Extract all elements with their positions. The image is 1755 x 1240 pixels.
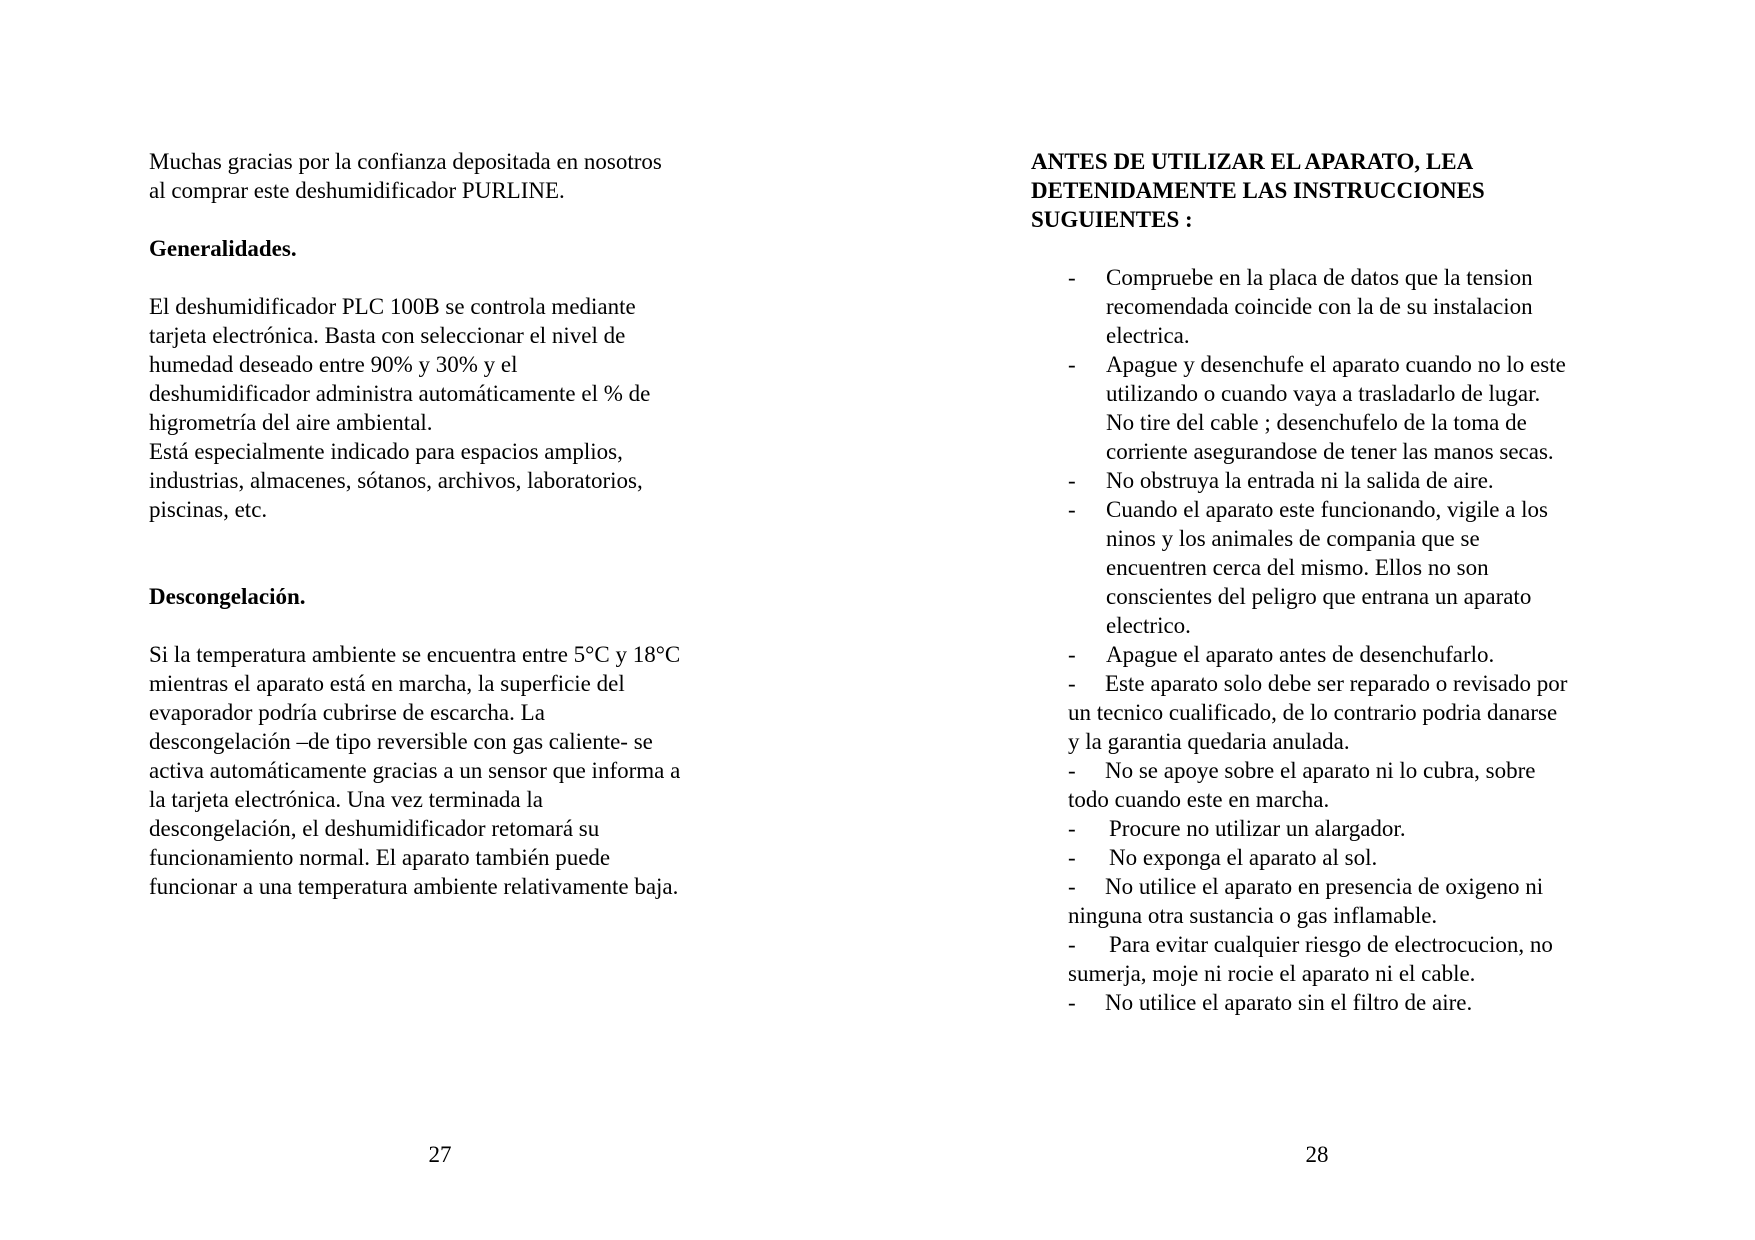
paragraph-line: la tarjeta electrónica. Una vez terminada la — [149, 787, 543, 812]
instruction-line — [1031, 321, 1631, 350]
instruction-text: conscientes del peligro que entrana un aparato — [1106, 584, 1532, 609]
page-27 — [0, 0, 877, 1240]
instruction-text: No exponga el aparato al sol. — [1109, 845, 1378, 870]
instruction-text: No obstruya la entrada ni la salida de aire. — [1106, 468, 1494, 493]
instruction-text: un tecnico cualificado, de lo contrario podria danarse — [1068, 700, 1558, 725]
instruction-text: Compruebe en la placa de datos que la tension — [1106, 265, 1533, 290]
dash-bullet: - — [1068, 468, 1076, 493]
paragraph-line: deshumidificador administra automáticamente el % de — [149, 381, 651, 406]
instruction-text: corriente asegurandose de tener las manos secas. — [1106, 439, 1554, 464]
paragraph-line: tarjeta electrónica. Basta con seleccionar el nivel de — [149, 323, 626, 348]
paragraph-line: humedad deseado entre 90% y 30% y el — [149, 352, 518, 377]
instruction-line — [1031, 466, 1631, 495]
instruction-item — [1031, 495, 1631, 640]
instruction-item — [1031, 872, 1631, 930]
instruction-text: Para evitar cualquier riesgo de electrocucion, no — [1109, 932, 1553, 957]
instruction-line — [1031, 524, 1631, 553]
instruction-text: Procure no utilizar un alargador. — [1109, 816, 1406, 841]
heading-line: ANTES DE UTILIZAR EL APARATO, LEA — [1031, 149, 1474, 174]
instruction-line — [1031, 408, 1631, 437]
instruction-line — [1031, 640, 1631, 669]
instruction-line — [1031, 292, 1631, 321]
instruction-item — [1031, 930, 1631, 988]
instruction-line — [1031, 843, 1631, 872]
dash-bullet: - — [1068, 845, 1076, 870]
paragraph-line: descongelación –de tipo reversible con gas caliente- se — [149, 729, 653, 754]
left-page-content — [149, 147, 749, 901]
intro-paragraph — [149, 147, 749, 205]
instruction-text: ninos y los animales de compania que se — [1106, 526, 1480, 551]
paragraph-line: El deshumidificador PLC 100B se controla mediante — [149, 294, 636, 319]
instruction-text: No tire del cable ; desenchufelo de la toma de — [1106, 410, 1527, 435]
paragraph-line: evaporador podría cubrirse de escarcha. La — [149, 700, 545, 725]
instruction-line — [1031, 901, 1631, 930]
instruction-line — [1031, 350, 1631, 379]
dash-bullet: - — [1068, 990, 1076, 1015]
instruction-line — [1031, 959, 1631, 988]
right-page-content — [1031, 147, 1631, 1017]
instruction-line — [1031, 814, 1631, 843]
instruction-item — [1031, 814, 1631, 843]
instruction-line — [1031, 930, 1631, 959]
instruction-item — [1031, 669, 1631, 756]
section-heading-descongelacion: Descongelación. — [149, 584, 306, 609]
instruction-text: No utilice el aparato en presencia de oxigeno ni — [1105, 874, 1544, 899]
instruction-item — [1031, 466, 1631, 495]
paragraph-line: funcionamiento normal. El aparato también puede — [149, 845, 611, 870]
dash-bullet: - — [1068, 497, 1076, 522]
instruction-item — [1031, 988, 1631, 1017]
dash-bullet: - — [1068, 352, 1076, 377]
instruction-text: ninguna otra sustancia o gas inflamable. — [1068, 903, 1438, 928]
instruction-text: Apague el aparato antes de desenchufarlo. — [1106, 642, 1495, 667]
instruction-line — [1031, 611, 1631, 640]
section-heading-generalidades: Generalidades. — [149, 236, 297, 261]
instruction-line — [1031, 582, 1631, 611]
paragraph-line: descongelación, el deshumidificador retomará su — [149, 816, 600, 841]
paragraph-line: funcionar a una temperatura ambiente relativamente baja. — [149, 874, 679, 899]
instruction-line — [1031, 785, 1631, 814]
instruction-line — [1031, 698, 1631, 727]
instruction-text: todo cuando este en marcha. — [1068, 787, 1330, 812]
intro-line: Muchas gracias por la confianza depositada en nosotros — [149, 149, 662, 174]
paragraph-line: Está especialmente indicado para espacios amplios, — [149, 439, 623, 464]
instruction-text: Este aparato solo debe ser reparado o revisado por — [1105, 671, 1568, 696]
generalidades-paragraph — [149, 292, 749, 524]
instruction-line — [1031, 669, 1631, 698]
dash-bullet: - — [1068, 932, 1076, 957]
heading-line: DETENIDAMENTE LAS INSTRUCCIONES — [1031, 178, 1485, 203]
descongelacion-paragraph — [149, 640, 749, 901]
page-28 — [877, 0, 1755, 1240]
instruction-item — [1031, 640, 1631, 669]
instruction-text: sumerja, moje ni rocie el aparato ni el cable. — [1068, 961, 1476, 986]
instruction-line — [1031, 263, 1631, 292]
intro-line: al comprar este deshumidificador PURLINE. — [149, 178, 565, 203]
instruction-text: No utilice el aparato sin el filtro de aire. — [1105, 990, 1473, 1015]
page-number: 28 — [1305, 1142, 1329, 1167]
instruction-item — [1031, 843, 1631, 872]
instruction-text: recomendada coincide con la de su instalacion — [1106, 294, 1533, 319]
paragraph-line: mientras el aparato está en marcha, la superficie del — [149, 671, 625, 696]
instruction-line — [1031, 437, 1631, 466]
dash-bullet: - — [1068, 642, 1076, 667]
instruction-item — [1031, 756, 1631, 814]
instruction-list — [1031, 263, 1631, 1017]
dash-bullet: - — [1068, 671, 1076, 696]
heading-line: SUGUIENTES : — [1031, 207, 1193, 232]
instruction-text: encuentren cerca del mismo. Ellos no son — [1106, 555, 1489, 580]
instruction-line — [1031, 988, 1631, 1017]
instruction-line — [1031, 495, 1631, 524]
dash-bullet: - — [1068, 758, 1076, 783]
paragraph-line: higrometría del aire ambiental. — [149, 410, 433, 435]
instruction-text: No se apoye sobre el aparato ni lo cubra, sobre — [1105, 758, 1536, 783]
paragraph-line: Si la temperatura ambiente se encuentra entre 5°C y 18°C — [149, 642, 681, 667]
instruction-line — [1031, 756, 1631, 785]
instruction-text: y la garantia quedaria anulada. — [1068, 729, 1350, 754]
instruction-line — [1031, 553, 1631, 582]
paragraph-line: industrias, almacenes, sótanos, archivos, laboratorios, — [149, 468, 643, 493]
instruction-item — [1031, 350, 1631, 466]
instruction-text: electrico. — [1106, 613, 1191, 638]
instructions-heading — [1031, 147, 1631, 234]
instruction-text: Cuando el aparato este funcionando, vigile a los — [1106, 497, 1548, 522]
instruction-line — [1031, 727, 1631, 756]
page-number: 27 — [428, 1142, 452, 1167]
instruction-text: electrica. — [1106, 323, 1190, 348]
dash-bullet: - — [1068, 874, 1076, 899]
dash-bullet: - — [1068, 265, 1076, 290]
instruction-text: Apague y desenchufe el aparato cuando no lo este — [1106, 352, 1566, 377]
dash-bullet: - — [1068, 816, 1076, 841]
instruction-line — [1031, 379, 1631, 408]
instruction-item — [1031, 263, 1631, 350]
paragraph-line: piscinas, etc. — [149, 497, 268, 522]
instruction-line — [1031, 872, 1631, 901]
paragraph-line: activa automáticamente gracias a un sensor que informa a — [149, 758, 681, 783]
instruction-text: utilizando o cuando vaya a trasladarlo de lugar. — [1106, 381, 1541, 406]
